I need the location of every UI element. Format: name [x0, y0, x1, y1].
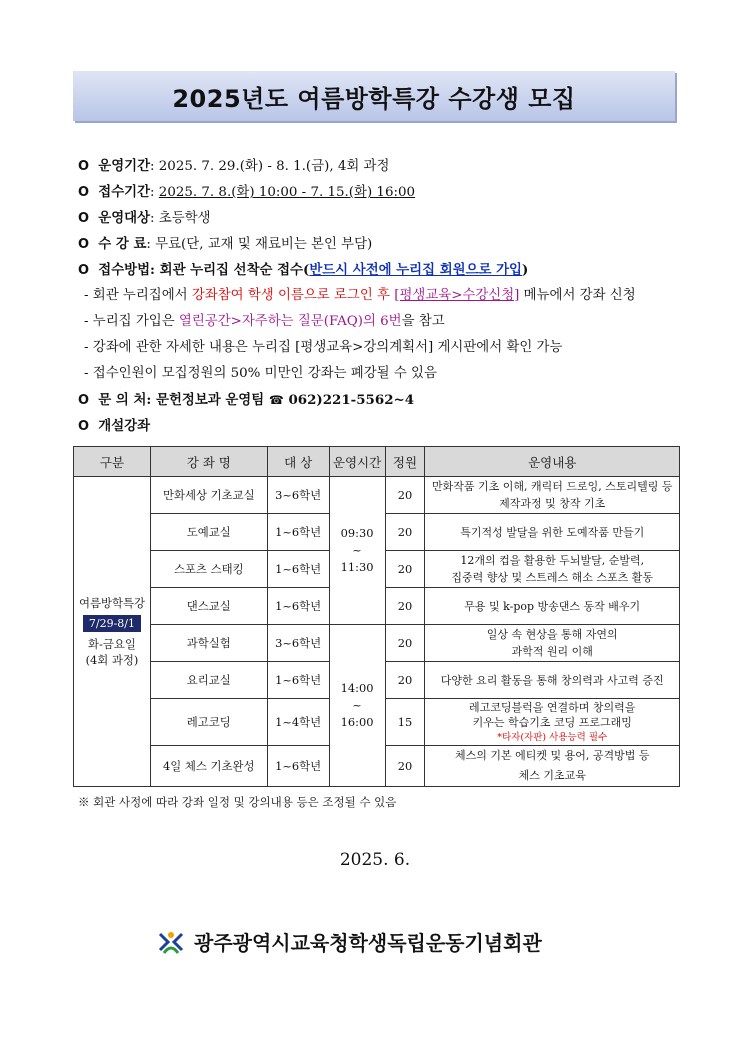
- bullet-circle-icon: O: [78, 211, 90, 226]
- table-row: 스포츠 스태킹 1~6학년 20 12개의 컵을 활용한 두뇌발달, 순발력, 집중력 향상 및 스트레스 해소 스포츠 활동: [74, 551, 680, 588]
- info-fee: O 수 강 료: 무료(단, 교재 및 재료비는 본인 부담): [78, 231, 688, 257]
- header-content: 운영내용: [425, 447, 680, 477]
- info-note-4: - 접수인원이 모집정원의 50% 미만인 강좌는 폐강될 수 있음: [84, 366, 437, 381]
- table-header-row: [74, 447, 680, 477]
- table-row: 댄스교실 1~6학년 20 무용 및 k-pop 방송댄스 동작 배우기: [74, 588, 680, 625]
- org-name: 광주광역시교육청학생독립운동기념회관: [194, 931, 542, 955]
- info-note-3: - 강좌에 관한 자세한 내용은 누리집 [평생교육>강의계획서] 게시판에서 확인 가능: [84, 340, 563, 355]
- table-row: 4일 체스 기초완성 1~6학년 20 체스의 기본 에티켓 및 용어, 공격방법 등 체스 기초교육: [74, 746, 680, 787]
- bullet-circle-icon: O: [78, 185, 90, 200]
- info-courses-heading: O 개설강좌: [78, 413, 688, 439]
- bullet-circle-icon: O: [78, 263, 90, 278]
- publish-date: 2025. 6.: [339, 850, 411, 870]
- info-reception: O 접수기간: 2025. 7. 8.(화) 10:00 - 7. 15.(화) 16:00: [78, 179, 688, 205]
- date-badge: 7/29-8/1: [83, 615, 141, 632]
- bullet-circle-icon: O: [78, 237, 90, 252]
- time-am-cell: 09:30 ~ 11:30: [329, 477, 385, 625]
- footer-org: [158, 927, 542, 956]
- table-row: 여름방학특강 7/29-8/1 화-금요일 (4회 과정) 만화세상 기초교실 3~6학년 09:30 ~ 11:30 20 만화작품 기초 이해, 캐릭터 드로잉, 스토리텔링 등 제작과정 및 창작 기초: [74, 477, 680, 514]
- course-table: [73, 446, 680, 787]
- bullet-circle-icon: O: [78, 393, 90, 408]
- title-banner: [73, 71, 675, 121]
- info-contact: O 문 의 처: 문헌정보과 운영팀 ☎ 062)221-5562~4: [78, 387, 688, 413]
- table-row: 레고코딩 1~4학년 15 레고코딩블럭을 연결하며 창의력을 키우는 학습기초 코딩 프로그래밍 *타자(자판) 사용능력 필수: [74, 699, 680, 746]
- page-title: 2025년도 여름방학특강 수강생 모집: [172, 84, 576, 113]
- bullet-circle-icon: O: [78, 419, 90, 434]
- schedule-note: ※ 회관 사정에 따라 강좌 일정 및 강의내용 등은 조정될 수 있음: [78, 795, 397, 809]
- info-period: O 운영기간: 2025. 7. 29.(화) - 8. 1.(금), 4회 과정: [78, 153, 688, 179]
- education-office-logo-icon: [158, 929, 184, 955]
- header-time: 운영시간: [329, 447, 385, 477]
- header-target: 대 상: [267, 447, 329, 477]
- table-row: 과학실험 3~6학년 14:00 ~ 16:00 20 일상 속 현상을 통해 자연의 과학적 원리 이해: [74, 625, 680, 662]
- group-cell: 여름방학특강 7/29-8/1 화-금요일 (4회 과정): [74, 477, 151, 787]
- header-capacity: 정원: [385, 447, 425, 477]
- phone-icon: ☎: [268, 393, 284, 407]
- table-row: 요리교실 1~6학년 20 다양한 요리 활동을 통해 창의력과 사고력 증진: [74, 662, 680, 699]
- info-note-1: - 회관 누리집에서 강좌참여 학생 이름으로 로그인 후 [평생교육>수강신청] 메뉴에서 강좌 신청: [84, 288, 636, 303]
- table-row: 도예교실 1~6학년 20 특기적성 발달을 위한 도예작품 만들기: [74, 514, 680, 551]
- membership-link[interactable]: 반드시 사전에 누리집 회원으로 가입: [309, 262, 522, 278]
- info-method: O 접수방법: 회관 누리집 선착순 접수(반드시 사전에 누리집 회원으로 가입): [78, 257, 688, 283]
- info-section: [78, 153, 688, 439]
- time-pm-cell: 14:00 ~ 16:00: [329, 625, 385, 787]
- bullet-circle-icon: O: [78, 159, 90, 174]
- info-note-2: - 누리집 가입은 열린공간>자주하는 질문(FAQ)의 6번을 참고: [84, 314, 445, 329]
- info-target: O 운영대상: 초등학생: [78, 205, 688, 231]
- header-course-name: 강 좌 명: [150, 447, 267, 477]
- header-category: 구분: [74, 447, 151, 477]
